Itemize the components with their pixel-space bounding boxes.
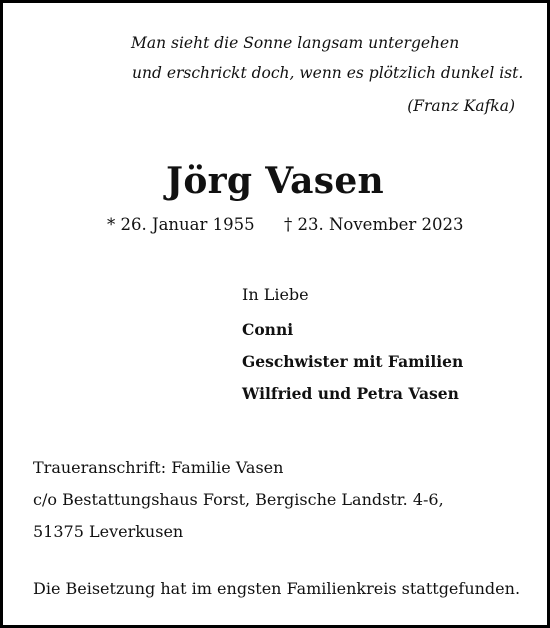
mourner-name: Geschwister mit Familien (242, 352, 464, 371)
quote-line-1: Man sieht die Sonne langsam untergehen (131, 34, 460, 52)
address-line: c/o Bestattungshaus Forst, Bergische Landstr. 4-6, (33, 490, 444, 509)
quote-author: (Franz Kafka) (407, 97, 515, 115)
birth-date: * 26. Januar 1955 (107, 215, 255, 234)
death-date: † 23. November 2023 (284, 215, 464, 234)
mourner-name: Conni (242, 320, 294, 339)
quote-line-2: und erschrickt doch, wenn es plötzlich dunkel ist. (132, 64, 524, 82)
address-line: 51375 Leverkusen (33, 522, 184, 541)
burial-note: Die Beisetzung hat im engsten Familienkreis stattgefunden. (33, 579, 521, 598)
mourner-name: Wilfried und Petra Vasen (242, 384, 459, 403)
deceased-name: Jörg Vasen (165, 160, 384, 202)
address-line: Traueranschrift: Familie Vasen (33, 458, 284, 477)
mourners-intro: In Liebe (242, 285, 309, 304)
